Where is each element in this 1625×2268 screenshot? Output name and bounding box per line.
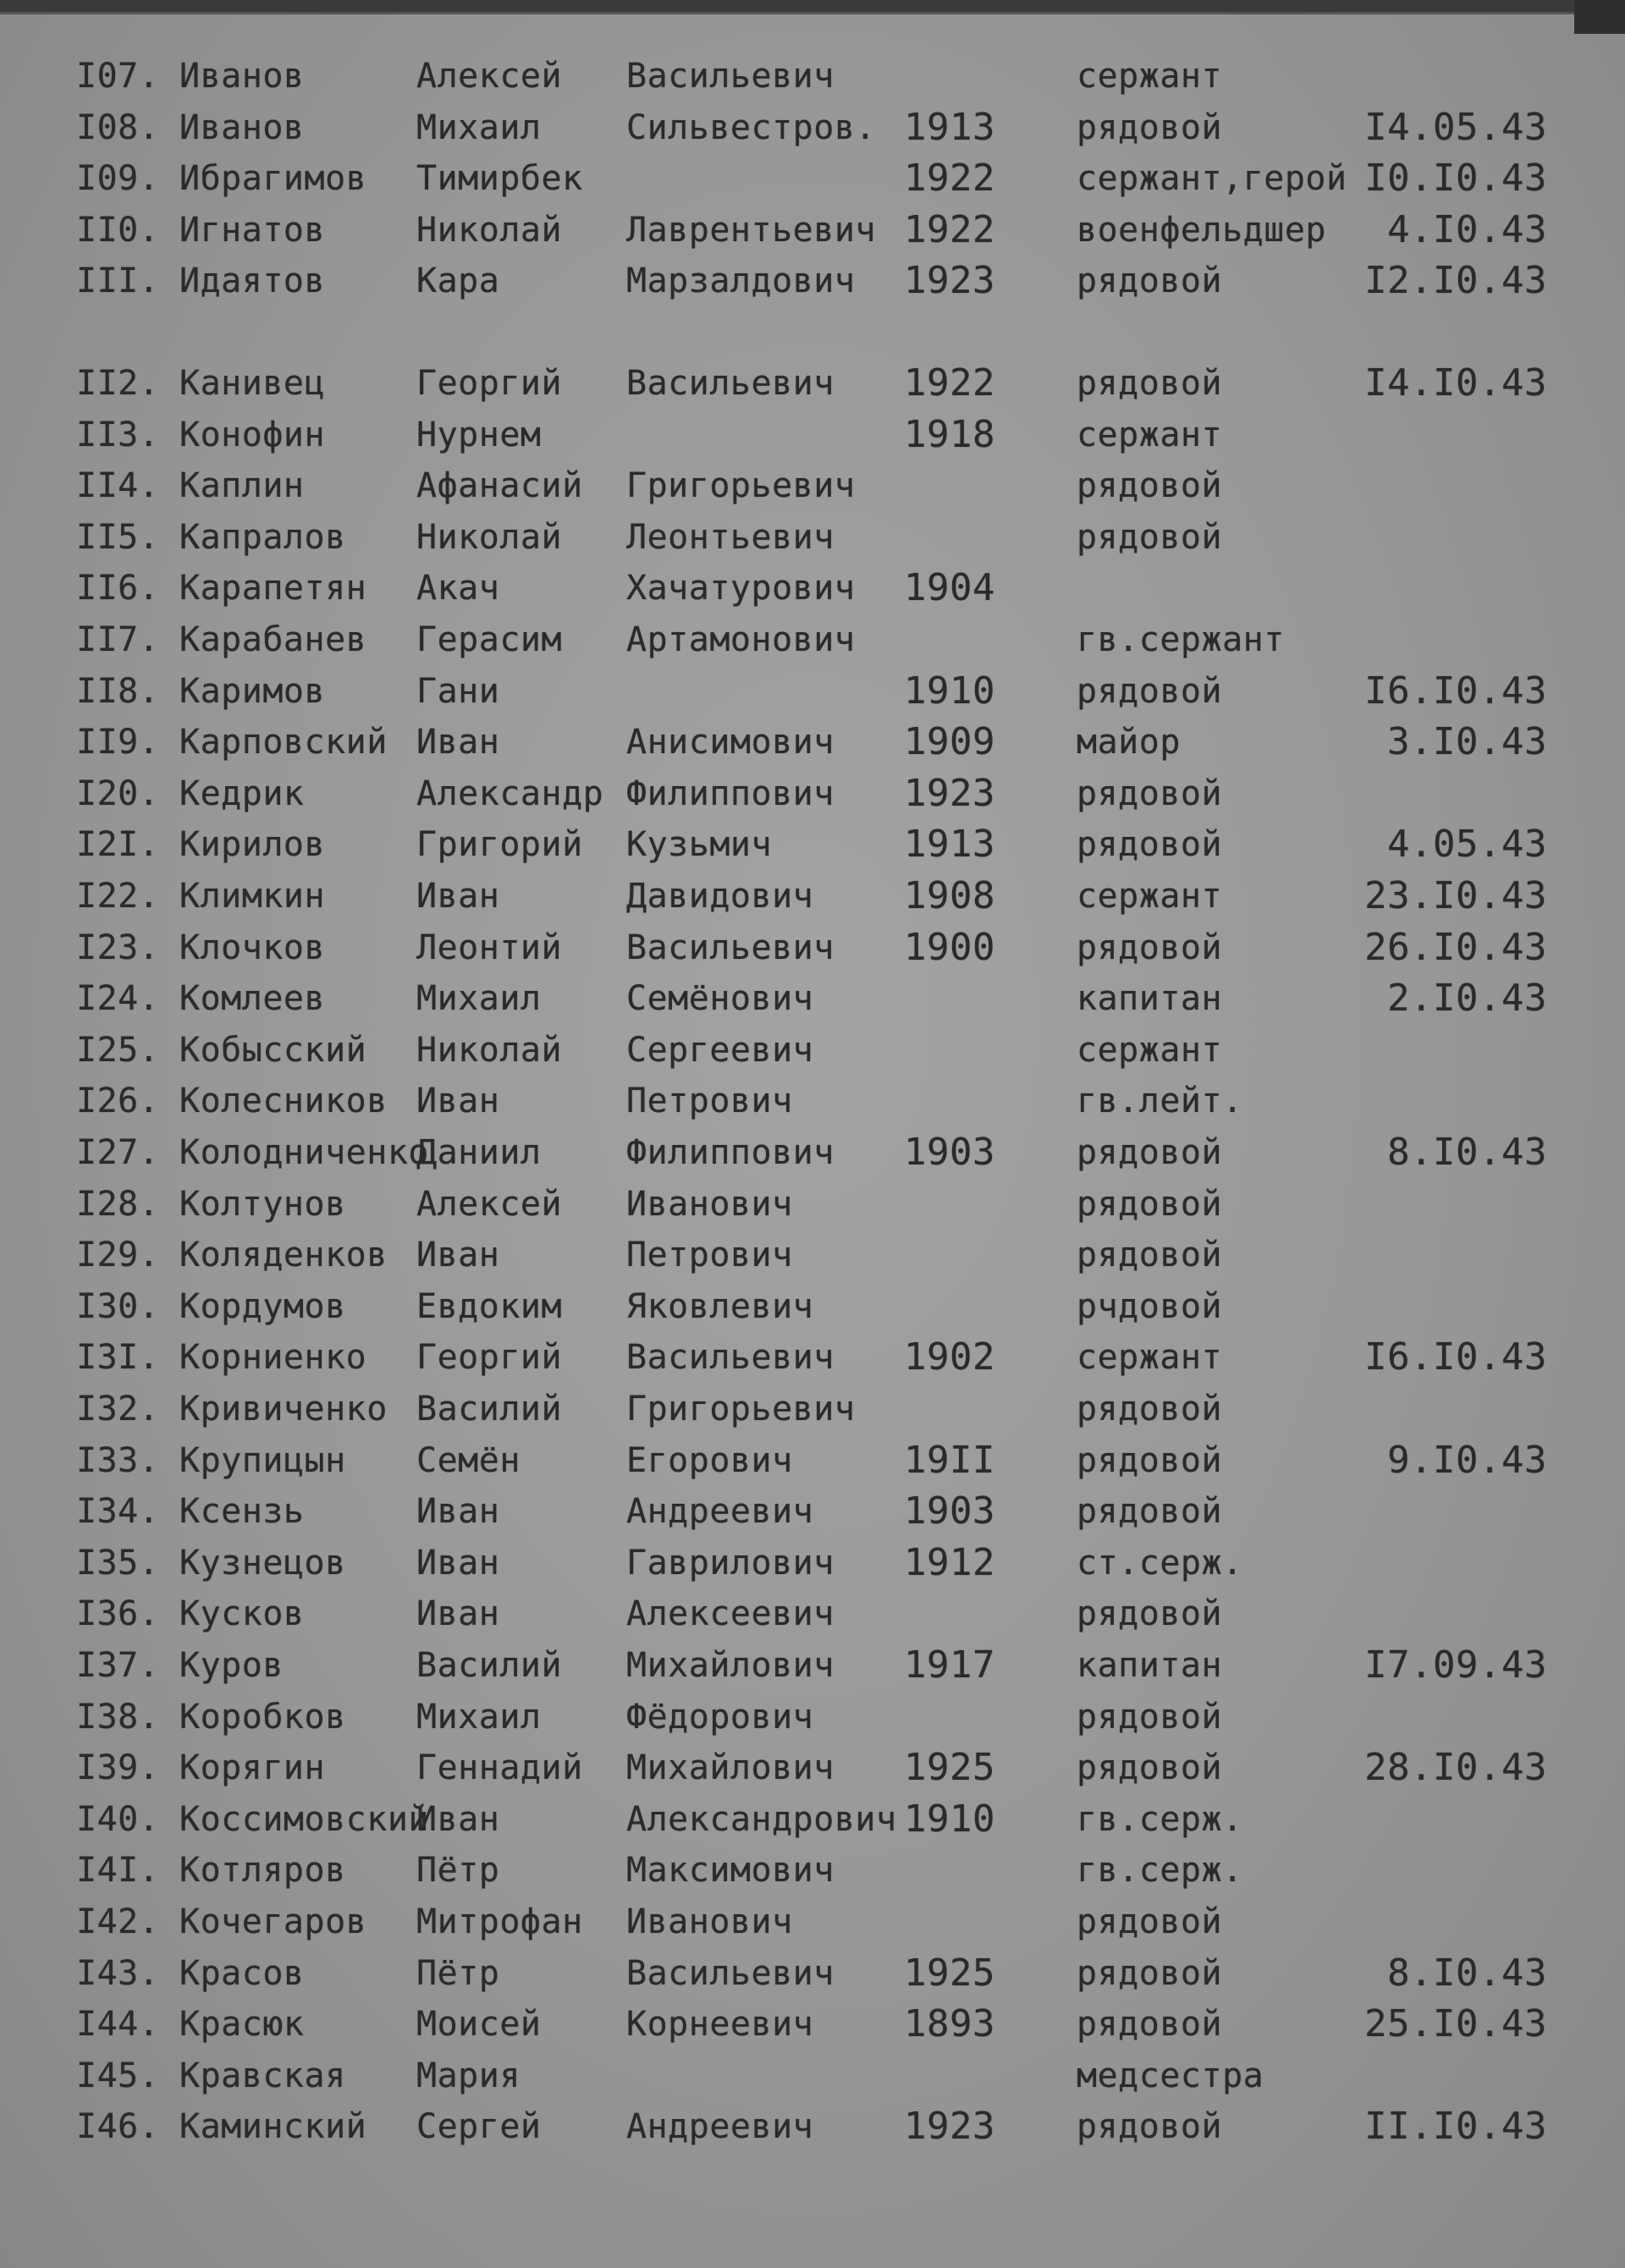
- list-item: [0, 1796, 1625, 1843]
- patronymic: Васильевич: [626, 57, 835, 96]
- surname: Игнатов: [179, 211, 326, 250]
- surname: Кузнецов: [179, 1544, 346, 1583]
- rank: рядовой: [1077, 825, 1223, 864]
- patronymic: Петрович: [626, 1236, 793, 1274]
- patronymic: Леонтьевич: [626, 518, 835, 557]
- patronymic: Яковлевич: [626, 1287, 814, 1326]
- entry-number: I20.: [76, 774, 160, 813]
- entry-number: I43.: [76, 1954, 160, 1993]
- rank: рядовой: [1077, 364, 1223, 403]
- surname: Коляденков: [179, 1236, 388, 1274]
- rank: рядовой: [1077, 261, 1223, 300]
- entry-number: I42.: [76, 1902, 160, 1941]
- entry-number: I35.: [76, 1544, 160, 1583]
- first-name: Георгий: [416, 364, 563, 403]
- surname: Красов: [179, 1954, 305, 1993]
- patronymic: Давидович: [626, 877, 814, 916]
- date: 2.I0.43: [1387, 977, 1547, 1020]
- rank: рядовой: [1077, 1492, 1223, 1531]
- birth-year: 1893: [904, 2002, 995, 2045]
- rank: сержант: [1077, 57, 1223, 96]
- rank: рядовой: [1077, 1954, 1223, 1993]
- list-item: [0, 718, 1625, 766]
- birth-year: 1922: [904, 361, 995, 405]
- entry-number: I37.: [76, 1646, 160, 1685]
- entry-number: I40.: [76, 1800, 160, 1839]
- first-name: Иван: [416, 1594, 500, 1633]
- rank: капитан: [1077, 1646, 1223, 1685]
- date: 8.I0.43: [1387, 1951, 1547, 1995]
- first-name: Михаил: [416, 108, 542, 147]
- list-item: [0, 668, 1625, 715]
- rank: рядовой: [1077, 2107, 1223, 2146]
- surname: Котляров: [179, 1851, 346, 1890]
- birth-year: 1903: [904, 1131, 995, 1174]
- entry-number: I36.: [76, 1594, 160, 1633]
- surname: Колодниченко: [179, 1133, 429, 1172]
- list-item: [0, 1437, 1625, 1484]
- first-name: Григорий: [416, 825, 583, 864]
- surname: Канивец: [179, 364, 326, 403]
- entry-number: I3I.: [76, 1338, 160, 1377]
- birth-year: 1923: [904, 259, 995, 302]
- entry-number: II6.: [76, 569, 160, 608]
- birth-year: 1923: [904, 2105, 995, 2148]
- rank: рядовой: [1077, 1594, 1223, 1633]
- entry-number: I34.: [76, 1492, 160, 1531]
- list-item: [0, 1693, 1625, 1741]
- list-item: [0, 1488, 1625, 1535]
- entry-number: I28.: [76, 1185, 160, 1224]
- entry-number: I27.: [76, 1133, 160, 1172]
- entry-number: I32.: [76, 1390, 160, 1429]
- rank: рчдовой: [1077, 1287, 1223, 1326]
- birth-year: 1910: [904, 1797, 995, 1841]
- patronymic: Андреевич: [626, 1492, 814, 1531]
- surname: Коробков: [179, 1698, 346, 1737]
- surname: Комлеев: [179, 979, 326, 1018]
- surname: Корниенко: [179, 1338, 367, 1377]
- rank: рядовой: [1077, 518, 1223, 557]
- rank: военфельдшер: [1077, 211, 1326, 250]
- patronymic: Кузьмич: [626, 825, 773, 864]
- entry-number: II8.: [76, 672, 160, 711]
- patronymic: Григорьевич: [626, 1390, 856, 1429]
- rank: гв.серж.: [1077, 1800, 1243, 1839]
- rank: рядовой: [1077, 928, 1223, 967]
- patronymic: Лаврентьевич: [626, 211, 876, 250]
- first-name: Михаил: [416, 979, 542, 1018]
- surname: Ксензь: [179, 1492, 305, 1531]
- entry-number: I23.: [76, 928, 160, 967]
- entry-number: I44.: [76, 2005, 160, 2044]
- birth-year: 1903: [904, 1489, 995, 1533]
- patronymic: Михайлович: [626, 1748, 835, 1787]
- list-item: [0, 1847, 1625, 1894]
- entry-number: I24.: [76, 979, 160, 1018]
- rank: сержант: [1077, 877, 1223, 916]
- first-name: Василий: [416, 1390, 563, 1429]
- first-name: Иван: [416, 877, 500, 916]
- list-item: [0, 2001, 1625, 2048]
- list-item: [0, 821, 1625, 868]
- list-item: [0, 924, 1625, 972]
- date: I6.I0.43: [1364, 669, 1547, 713]
- surname: Кусков: [179, 1594, 305, 1633]
- surname: Крупицын: [179, 1441, 346, 1480]
- first-name: Иван: [416, 1492, 500, 1531]
- entry-number: I33.: [76, 1441, 160, 1480]
- entry-number: I07.: [76, 57, 160, 96]
- list-item: [0, 1590, 1625, 1638]
- list-item: [0, 616, 1625, 663]
- date: I0.I0.43: [1364, 157, 1547, 200]
- birth-year: 1900: [904, 926, 995, 969]
- list-item: [0, 2052, 1625, 2100]
- date: 23.I0.43: [1364, 874, 1547, 917]
- first-name: Николай: [416, 518, 563, 557]
- surname: Карабанев: [179, 620, 367, 659]
- list-item: [0, 1027, 1625, 1074]
- patronymic: Васильевич: [626, 364, 835, 403]
- entry-number: I2I.: [76, 825, 160, 864]
- surname: Каримов: [179, 672, 326, 711]
- first-name: Сергей: [416, 2107, 542, 2146]
- entry-number: I38.: [76, 1698, 160, 1737]
- surname: Каплин: [179, 466, 305, 505]
- entry-number: II7.: [76, 620, 160, 659]
- patronymic: Хачатурович: [626, 569, 856, 608]
- birth-year: 1913: [904, 823, 995, 866]
- surname: Кирилов: [179, 825, 326, 864]
- birth-year: 19II: [904, 1439, 995, 1482]
- list-item: [0, 975, 1625, 1022]
- rank: майор: [1077, 723, 1181, 762]
- patronymic: Александрович: [626, 1800, 897, 1839]
- first-name: Акач: [416, 569, 500, 608]
- rank: рядовой: [1077, 1698, 1223, 1737]
- surname: Кривиченко: [179, 1390, 388, 1429]
- rank: гв.серж.: [1077, 1851, 1243, 1890]
- entry-number: II4.: [76, 466, 160, 505]
- date: 28.I0.43: [1364, 1746, 1547, 1789]
- patronymic: Васильевич: [626, 1338, 835, 1377]
- list-item: [0, 873, 1625, 920]
- patronymic: Гаврилович: [626, 1544, 835, 1583]
- first-name: Алексей: [416, 1185, 563, 1224]
- patronymic: Алексеевич: [626, 1594, 835, 1633]
- rank: рядовой: [1077, 1185, 1223, 1224]
- list-item: [0, 1898, 1625, 1946]
- surname: Иванов: [179, 57, 305, 96]
- rank: рядовой: [1077, 466, 1223, 505]
- first-name: Гани: [416, 672, 500, 711]
- entry-number: II0.: [76, 211, 160, 250]
- list-item: [0, 360, 1625, 407]
- patronymic: Андреевич: [626, 2107, 814, 2146]
- first-name: Геннадий: [416, 1748, 583, 1787]
- surname: Идаятов: [179, 261, 326, 300]
- rank: сержант,герой: [1077, 159, 1347, 198]
- patronymic: Филиппович: [626, 774, 835, 813]
- list-item: [0, 1334, 1625, 1381]
- surname: Капралов: [179, 518, 346, 557]
- date: 4.05.43: [1387, 823, 1547, 866]
- surname: Колесников: [179, 1082, 388, 1120]
- patronymic: Иванович: [626, 1902, 793, 1941]
- surname: Каминский: [179, 2107, 367, 2146]
- surname: Колтунов: [179, 1185, 346, 1224]
- first-name: Пётр: [416, 1851, 500, 1890]
- first-name: Даниил: [416, 1133, 542, 1172]
- patronymic: Филиппович: [626, 1133, 835, 1172]
- birth-year: 1902: [904, 1335, 995, 1379]
- first-name: Николай: [416, 1031, 563, 1070]
- surname: Красюк: [179, 2005, 305, 2044]
- first-name: Иван: [416, 1800, 500, 1839]
- first-name: Иван: [416, 723, 500, 762]
- entry-number: I09.: [76, 159, 160, 198]
- surname: Ибрагимов: [179, 159, 367, 198]
- patronymic: Фёдорович: [626, 1698, 814, 1737]
- entry-number: I22.: [76, 877, 160, 916]
- first-name: Мария: [416, 2056, 521, 2095]
- first-name: Кара: [416, 261, 500, 300]
- rank: рядовой: [1077, 1133, 1223, 1172]
- list-item: [0, 1181, 1625, 1228]
- rank: рядовой: [1077, 672, 1223, 711]
- rank: рядовой: [1077, 1236, 1223, 1274]
- patronymic: Михайлович: [626, 1646, 835, 1685]
- rank: рядовой: [1077, 1441, 1223, 1480]
- list-item: [0, 770, 1625, 817]
- first-name: Митрофан: [416, 1902, 583, 1941]
- list-item: [0, 155, 1625, 202]
- rank: сержант: [1077, 1031, 1223, 1070]
- rank: капитан: [1077, 979, 1223, 1018]
- surname: Климкин: [179, 877, 326, 916]
- first-name: Михаил: [416, 1698, 542, 1737]
- list-item: [0, 462, 1625, 509]
- surname: Карапетян: [179, 569, 367, 608]
- patronymic: Петрович: [626, 1082, 793, 1120]
- date: II.I0.43: [1364, 2105, 1547, 2148]
- entry-number: I29.: [76, 1236, 160, 1274]
- entry-number: I4I.: [76, 1851, 160, 1890]
- patronymic: Семёнович: [626, 979, 814, 1018]
- surname: Кордумов: [179, 1287, 346, 1326]
- first-name: Иван: [416, 1544, 500, 1583]
- birth-year: 1925: [904, 1746, 995, 1789]
- rank: медсестра: [1077, 2056, 1264, 2095]
- date: 3.I0.43: [1387, 720, 1547, 763]
- patronymic: Корнеевич: [626, 2005, 814, 2044]
- patronymic: Анисимович: [626, 723, 835, 762]
- patronymic: Артамонович: [626, 620, 856, 659]
- birth-year: 1910: [904, 669, 995, 713]
- list-item: [0, 1950, 1625, 1997]
- list-item: [0, 411, 1625, 459]
- first-name: Василий: [416, 1646, 563, 1685]
- list-item: [0, 1129, 1625, 1176]
- rank: ст.серж.: [1077, 1544, 1243, 1583]
- list-item: [0, 1539, 1625, 1587]
- list-item: [0, 52, 1625, 100]
- patronymic: Иванович: [626, 1185, 793, 1224]
- patronymic: Максимович: [626, 1851, 835, 1890]
- first-name: Георгий: [416, 1338, 563, 1377]
- list-item: [0, 1385, 1625, 1433]
- surname: Коссимовский: [179, 1800, 429, 1839]
- birth-year: 1913: [904, 106, 995, 149]
- entry-number: I45.: [76, 2056, 160, 2095]
- patronymic: Сергеевич: [626, 1031, 814, 1070]
- surname: Кедрик: [179, 774, 305, 813]
- entry-number: II5.: [76, 518, 160, 557]
- entry-number: II2.: [76, 364, 160, 403]
- birth-year: 1908: [904, 874, 995, 917]
- first-name: Иван: [416, 1236, 500, 1274]
- first-name: Афанасий: [416, 466, 583, 505]
- first-name: Евдоким: [416, 1287, 563, 1326]
- surname: Кобысский: [179, 1031, 367, 1070]
- list-item: [0, 1283, 1625, 1330]
- entry-number: I25.: [76, 1031, 160, 1070]
- birth-year: 1925: [904, 1951, 995, 1995]
- birth-year: 1912: [904, 1541, 995, 1584]
- list-item: [0, 1642, 1625, 1689]
- first-name: Алексей: [416, 57, 563, 96]
- entry-number: III.: [76, 261, 160, 300]
- list-item: [0, 104, 1625, 151]
- list-item: [0, 564, 1625, 612]
- surname: Клочков: [179, 928, 326, 967]
- rank: гв.сержант: [1077, 620, 1285, 659]
- list-item: [0, 1744, 1625, 1792]
- rank: рядовой: [1077, 2005, 1223, 2044]
- first-name: Семён: [416, 1441, 521, 1480]
- surname: Кравская: [179, 2056, 346, 2095]
- page-corner-shadow: [1574, 0, 1625, 34]
- list-item: [0, 1077, 1625, 1125]
- first-name: Тимирбек: [416, 159, 583, 198]
- rank: рядовой: [1077, 1748, 1223, 1787]
- birth-year: 1918: [904, 413, 995, 456]
- rank: рядовой: [1077, 1390, 1223, 1429]
- entry-number: I26.: [76, 1082, 160, 1120]
- surname: Корягин: [179, 1748, 326, 1787]
- first-name: Николай: [416, 211, 563, 250]
- entry-number: II9.: [76, 723, 160, 762]
- entry-number: I39.: [76, 1748, 160, 1787]
- entry-number: I30.: [76, 1287, 160, 1326]
- date: 8.I0.43: [1387, 1131, 1547, 1174]
- entry-number: I08.: [76, 108, 160, 147]
- list-item: [0, 257, 1625, 305]
- date: I7.09.43: [1364, 1643, 1547, 1687]
- date: 25.I0.43: [1364, 2002, 1547, 2045]
- birth-year: 1917: [904, 1643, 995, 1687]
- date: 9.I0.43: [1387, 1439, 1547, 1482]
- rank: гв.лейт.: [1077, 1082, 1243, 1120]
- birth-year: 1923: [904, 772, 995, 815]
- first-name: Моисей: [416, 2005, 542, 2044]
- surname: Куров: [179, 1646, 284, 1685]
- birth-year: 1922: [904, 208, 995, 251]
- patronymic: Сильвестров.: [626, 108, 876, 147]
- list-item: [0, 514, 1625, 561]
- first-name: Иван: [416, 1082, 500, 1120]
- date: 4.I0.43: [1387, 208, 1547, 251]
- rank: рядовой: [1077, 774, 1223, 813]
- rank: рядовой: [1077, 1902, 1223, 1941]
- patronymic: Марзалдович: [626, 261, 856, 300]
- date: I6.I0.43: [1364, 1335, 1547, 1379]
- patronymic: Васильевич: [626, 1954, 835, 1993]
- first-name: Герасим: [416, 620, 563, 659]
- rank: рядовой: [1077, 108, 1223, 147]
- list-item: [0, 2103, 1625, 2150]
- surname: Карповский: [179, 723, 388, 762]
- entry-number: I46.: [76, 2107, 160, 2146]
- date: I2.I0.43: [1364, 259, 1547, 302]
- date: 26.I0.43: [1364, 926, 1547, 969]
- surname: Кочегаров: [179, 1902, 367, 1941]
- surname: Иванов: [179, 108, 305, 147]
- birth-year: 1922: [904, 157, 995, 200]
- entry-number: II3.: [76, 416, 160, 454]
- patronymic: Егорович: [626, 1441, 793, 1480]
- list-item: [0, 1231, 1625, 1279]
- surname: Конофин: [179, 416, 326, 454]
- list-item: [0, 206, 1625, 254]
- rank: сержант: [1077, 1338, 1223, 1377]
- date: I4.05.43: [1364, 106, 1547, 149]
- patronymic: Григорьевич: [626, 466, 856, 505]
- first-name: Александр: [416, 774, 604, 813]
- birth-year: 1904: [904, 566, 995, 609]
- first-name: Леонтий: [416, 928, 563, 967]
- birth-year: 1909: [904, 720, 995, 763]
- rank: сержант: [1077, 416, 1223, 454]
- page-top-edge: [0, 0, 1625, 14]
- date: I4.I0.43: [1364, 361, 1547, 405]
- first-name: Пётр: [416, 1954, 500, 1993]
- patronymic: Васильевич: [626, 928, 835, 967]
- first-name: Нурнем: [416, 416, 542, 454]
